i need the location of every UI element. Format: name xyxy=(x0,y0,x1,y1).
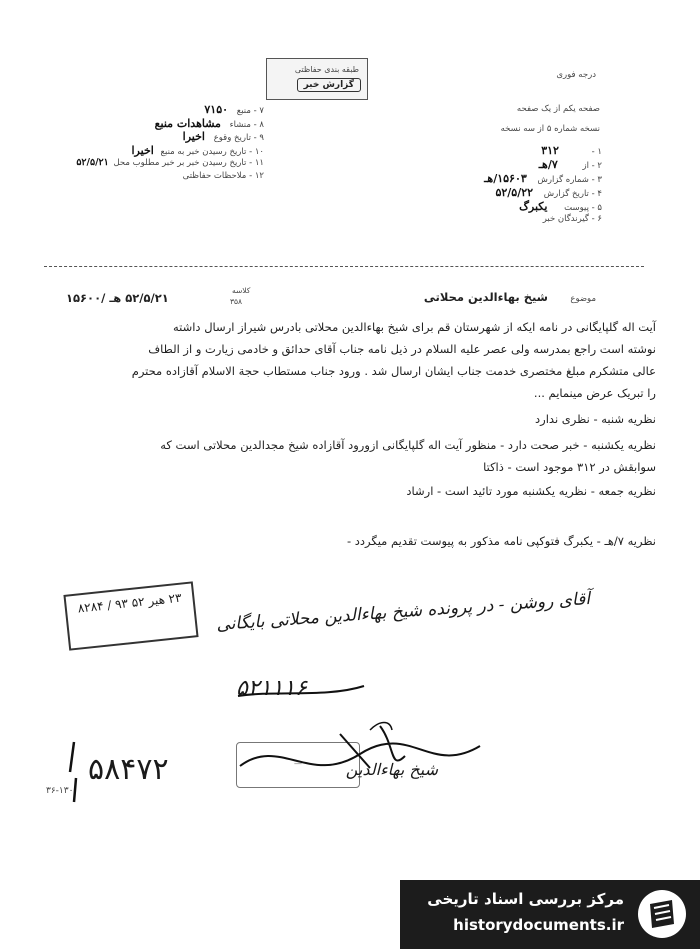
field-row: ۱۲ - ملاحظات حفاظتی xyxy=(182,170,264,181)
field-row: ۴ - تاریخ گزارش ۵۲/۵/۲۲ xyxy=(495,186,602,199)
field-label: منبع xyxy=(236,106,251,116)
field-label: ملاحظات حفاظتی xyxy=(182,170,247,181)
field-number: ۳ xyxy=(597,175,602,185)
field-value: ۵۲/۵/۲۱ xyxy=(76,157,109,168)
archive-url: historydocuments.ir xyxy=(453,916,624,934)
body-line: را تبریک عرض مینمایم ... xyxy=(533,386,656,400)
classification-label: طبقه بندی حفاظتی xyxy=(294,65,359,74)
remark-line: نظریه ۷/هـ - یکبرگ فتوکپی نامه مذکور به پیوست تقدیم میگردد - xyxy=(346,534,656,548)
field-number: ۸ xyxy=(259,119,264,130)
remark-line: نظریه جمعه - نظریه یکشنبه مورد تائید است - ارشاد xyxy=(406,484,656,498)
field-row: ۱۰ - تاریخ رسیدن خبر به منبع اخیرا xyxy=(131,143,264,157)
signature-stamp-text: — xyxy=(294,759,302,768)
report-body xyxy=(36,320,656,408)
field-number: ۵ xyxy=(597,203,602,213)
report-type-stamp: گزارش خبر xyxy=(297,78,361,92)
file-number-handwritten: ۵۸۴۷۲ xyxy=(88,752,169,787)
field-row: ۲ - از ۷/هـ xyxy=(538,158,602,171)
field-number: ۱ xyxy=(597,147,602,157)
field-row: ۱ - ۳۱۲ xyxy=(541,144,602,157)
field-value: ۳۱۲ xyxy=(541,144,559,157)
body-line: آیت اله گلپایگانی در نامه ایکه از شهرستان قم برای شیخ بهاءالدین محلاتی بادرس شیراز ارسال داشته xyxy=(172,320,656,334)
page-count-line: صفحه یکم از یک صفحه xyxy=(516,104,600,114)
book-icon xyxy=(638,890,686,938)
archive-logo-icon xyxy=(638,890,686,938)
header-divider xyxy=(44,266,644,267)
crossed-out-number-text: ۵۲۱۱۱۶ xyxy=(236,676,307,701)
field-row: ۹ - تاریخ وقوع اخیرا xyxy=(182,130,264,143)
field-value: یکبرگ xyxy=(519,200,548,213)
header-left-fields xyxy=(44,103,264,184)
reference-sub: ۳۵۸ xyxy=(230,297,243,306)
body-line: عالی متشکرم مبلغ مختصری خدمت جناب ایشان ارسال شد . ورود جناب مستطاب حجة الاسلام آقازاده محترم xyxy=(131,364,656,378)
field-row: ۱۱ - تاریخ رسیدن خبر بر خبر مطلوب محل ۵۲/۵/۲۱ xyxy=(76,157,264,168)
strike-stroke xyxy=(236,676,366,710)
field-row: ۷ - منبع ۷۱۵۰ xyxy=(204,103,264,116)
field-number: ۱۲ xyxy=(254,170,264,181)
field-value: مشاهدات منبع xyxy=(154,116,221,130)
field-label: از xyxy=(582,161,589,171)
field-row: ۶ - گیرندگان خبر xyxy=(542,214,602,224)
signature-name: شیخ بهاءالدین xyxy=(345,760,438,779)
archive-banner xyxy=(400,880,700,949)
remarks-block xyxy=(36,412,656,556)
field-number: ۹ xyxy=(259,133,264,143)
grade-label: درجه فوری xyxy=(556,70,596,80)
remark-line: سوابقش در ۳۱۲ موجود است - ذاکتا xyxy=(483,460,656,474)
crossed-out-number xyxy=(236,676,366,710)
field-label: شماره گزارش xyxy=(537,175,589,185)
reference-label: کلاسه xyxy=(232,286,251,295)
handwritten-archive-note: آقای روشن - در پرونده شیخ بهاءالدین محلاتی بایگانی xyxy=(215,588,591,636)
field-number: ۱۰ xyxy=(254,146,264,157)
field-number: ۶ xyxy=(597,214,602,224)
field-label: تاریخ رسیدن خبر به منبع xyxy=(160,146,247,157)
archive-title: مرکز بررسی اسناد تاریخی xyxy=(427,890,624,908)
field-label: تاریخ وقوع xyxy=(213,133,251,143)
subject-value: شیخ بهاءالدین محلاتی xyxy=(423,290,548,304)
field-label: منشاء xyxy=(229,119,251,130)
field-value: ۷۱۵۰ xyxy=(204,103,229,116)
field-row: ۳ - شماره گزارش ۱۵۶۰۳/هـ xyxy=(484,172,602,185)
field-value: اخیرا xyxy=(131,143,154,157)
field-value: ۷/هـ xyxy=(538,158,558,171)
page-code: ۳۶-۱۳۰ xyxy=(46,786,74,796)
remark-line: نظریه یکشنبه - خبر صحت دارد - منظور آیت اله گلپایگانی ازورود آقازاده شیخ مجدالدین محلاتی است که xyxy=(160,438,656,452)
field-label: تاریخ رسیدن خبر بر خبر مطلوب محل xyxy=(113,158,247,168)
classification-stamp xyxy=(266,58,368,100)
field-row: ۵ - پیوست یکبرگ xyxy=(519,200,602,213)
date-stamp xyxy=(63,581,198,650)
date-stamp-text: ۲۳ هیر ۵۲ ۹۳ / ۸۲۸۴ xyxy=(77,590,183,616)
field-number: ۱۱ xyxy=(254,158,264,168)
field-number: ۲ xyxy=(597,161,602,171)
remark-line: نظریه شنبه - نظری ندارد xyxy=(535,412,656,426)
field-number: ۴ xyxy=(597,189,602,199)
field-value: اخیرا xyxy=(182,130,205,143)
subject-label: موضوع xyxy=(570,294,596,304)
field-label: تاریخ گزارش xyxy=(543,189,589,199)
header-right-fields xyxy=(402,144,602,228)
copy-number-line: نسخه شماره ۵ از سه نسخه xyxy=(500,124,600,134)
body-line: نوشته است راجع بمدرسه ولی عصر علیه السلام در ذیل نامه جناب آقای حدائق و خادمی زیارت و از الطاف xyxy=(148,342,656,356)
field-label: پیوست xyxy=(564,203,589,213)
field-value: ۱۵۶۰۳/هـ xyxy=(484,172,527,185)
field-row: ۸ - منشاء مشاهدات منبع xyxy=(154,116,264,130)
field-number: ۷ xyxy=(259,106,264,116)
field-value: ۵۲/۵/۲۲ xyxy=(495,186,534,199)
field-label: گیرندگان خبر xyxy=(542,214,589,224)
reference-number: ۵۲/۵/۲۱ هـ /۱۵۶۰۰ xyxy=(66,291,169,305)
margin-mark xyxy=(56,738,86,808)
